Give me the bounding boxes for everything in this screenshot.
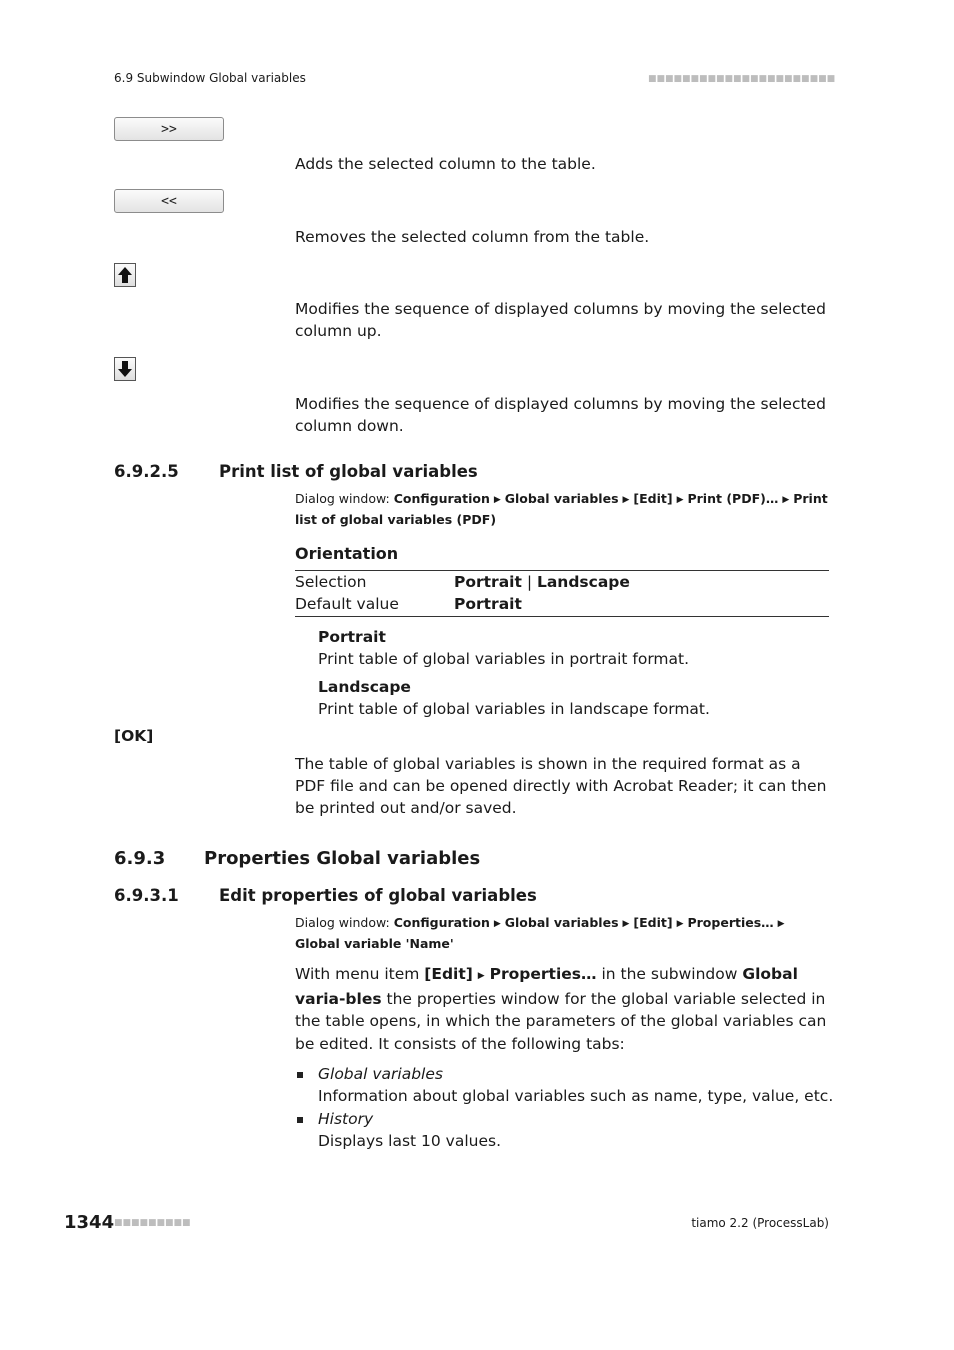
bullet-icon [297,1117,303,1123]
selection-label: Selection [295,573,367,591]
add-column-description: Adds the selected column to the table. [295,155,596,173]
arrow-down-icon [117,360,133,378]
default-value: Portrait [454,595,522,613]
section-number-6925: 6.9.2.5 [114,462,179,481]
ok-description: The table of global variables is shown in the required format as a PDF file and can be opened directly with Acrobat Reader; it can then be printed out and/or saved. [295,755,827,817]
option-portrait-desc: Print table of global variables in portrait format. [318,650,690,668]
move-down-button[interactable] [114,357,136,381]
default-label: Default value [295,595,399,613]
tab-history-desc: Displays last 10 values. [318,1132,502,1150]
option-portrait-title: Portrait [318,628,386,646]
tab-global-variables-desc: Information about global variables such as name, type, value, etc. [318,1087,834,1105]
footer-dots: ■■■■■■■■■ [114,1218,191,1228]
section-title-693: Properties Global variables [204,848,481,869]
page-number: 1344 [64,1212,115,1233]
section-title-6925: Print list of global variables [219,462,478,481]
section-number-693: 6.9.3 [114,848,166,869]
ok-label: [OK] [114,727,154,745]
running-header: 6.9 Subwindow Global variables [114,71,306,85]
dialog-path-6925: Dialog window: Configuration ▶ Global variables ▶ [Edit] ▶ Print (PDF)… ▶ Print list of global variables (PDF) [295,491,828,527]
move-down-description: Modifies the sequence of displayed columns by moving the selected column down. [295,395,826,435]
option-landscape-desc: Print table of global variables in landscape format. [318,700,710,718]
option-landscape-title: Landscape [318,678,411,696]
header-dots: ■■■■■■■■■■■■■■■■■■■■■■ [648,74,836,84]
intro-paragraph: With menu item [Edit] ▶ Properties… in the subwindow Global varia-bles the properties window for the global variable selected in the table opens, in which the parameters of the global variables can be edited. It consists of the following tabs: [295,965,827,1053]
arrow-up-icon [117,266,133,284]
tab-history: History [318,1110,374,1128]
table-bottom-rule [295,616,829,617]
section-number-6931: 6.9.3.1 [114,886,179,905]
product-name: tiamo 2.2 (ProcessLab) [691,1216,829,1230]
move-up-description: Modifies the sequence of displayed columns by moving the selected column up. [295,300,826,340]
add-column-button[interactable]: >> [114,117,224,141]
remove-column-description: Removes the selected column from the table. [295,228,650,246]
move-up-button[interactable] [114,263,136,287]
section-title-6931: Edit properties of global variables [219,886,537,905]
selection-values: Portrait | Landscape [454,573,630,591]
dialog-path-6931: Dialog window: Configuration ▶ Global variables ▶ [Edit] ▶ Properties… ▶ Global variable 'Name' [295,915,785,951]
bullet-icon [297,1072,303,1078]
remove-column-button[interactable]: << [114,189,224,213]
parameter-title: Orientation [295,544,399,563]
tab-global-variables: Global variables [318,1065,443,1083]
